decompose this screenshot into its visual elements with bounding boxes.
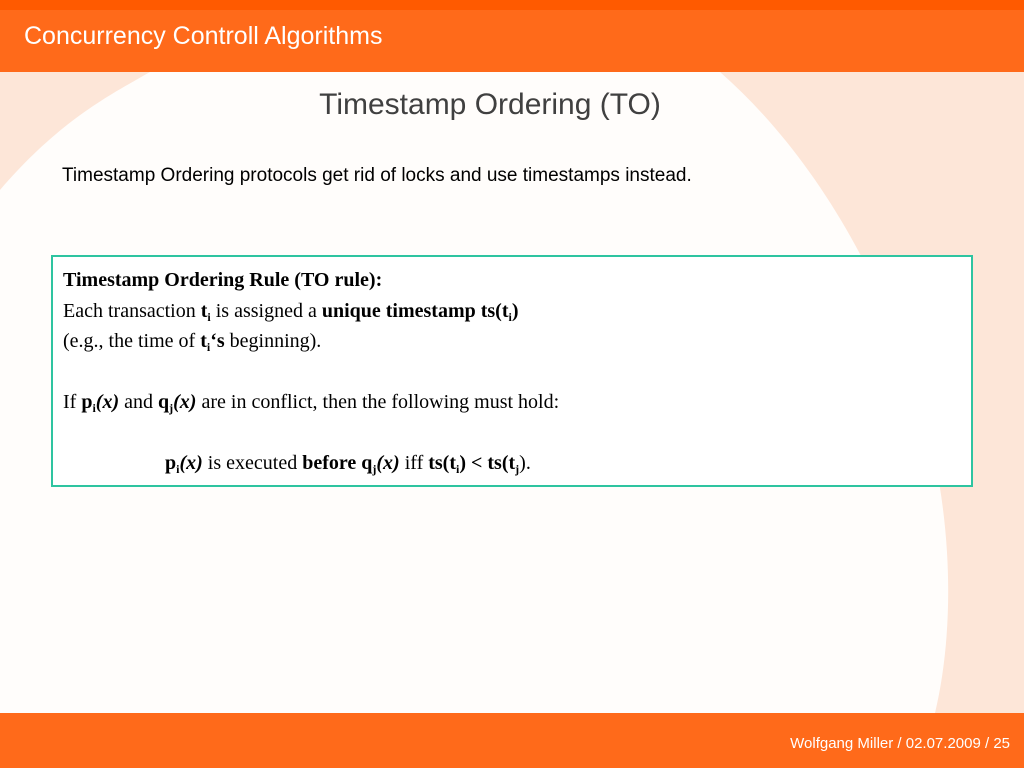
rule-l1-b: is assigned a — [210, 299, 322, 322]
header-stripe — [0, 0, 1024, 10]
rule-line-3 — [63, 387, 961, 418]
rule-l2-b: beginning). — [224, 330, 322, 352]
rule-l3-x1: (x) — [95, 391, 120, 413]
rule-l3-a: If — [63, 391, 82, 413]
rule-l4-mid: is executed — [202, 452, 303, 474]
rule-l4-x1: (x) — [179, 452, 203, 474]
rule-l4-q: q — [356, 452, 373, 474]
rule-l4-qsub: j — [372, 462, 377, 476]
footer-text: Wolfgang Miller / 02.07.2009 / 25 — [790, 735, 1010, 752]
rule-l4-ts2sub: j — [515, 462, 520, 476]
rule-l4-ts1end: ) < ts(t — [459, 452, 516, 474]
rule-box — [51, 255, 973, 487]
rule-l2-bold: ‘s — [210, 330, 225, 352]
rule-l3-p: p — [81, 391, 93, 413]
rule-l4-ts1: ts(t — [428, 452, 456, 474]
rule-l3-q: q — [158, 391, 170, 413]
rule-heading-rest: (TO rule): — [289, 269, 383, 291]
rule-l4-end: ). — [519, 452, 531, 474]
rule-l4-x2: (x) — [376, 452, 400, 474]
rule-l4-ts1sub: i — [456, 462, 460, 476]
rule-l4-iff: iff — [399, 452, 429, 474]
rule-l4-psub: i — [176, 462, 180, 476]
rule-l2-t: t — [200, 330, 207, 352]
rule-l2-sub: i — [206, 340, 211, 354]
rule-spacer-2 — [63, 418, 961, 449]
rule-l1-t: t — [200, 299, 208, 322]
header-title: Concurrency Controll Algorithms — [24, 22, 383, 50]
rule-l4-p: p — [165, 452, 177, 474]
rule-l3-qsub: j — [169, 401, 174, 415]
intro-text: Timestamp Ordering protocols get rid of locks and use timestamps instead. — [62, 165, 692, 186]
rule-heading — [63, 265, 961, 296]
rule-line-4 — [63, 448, 961, 479]
rule-l3-rest: are in conflict, then the following must hold: — [196, 391, 560, 413]
rule-l1-a: Each transaction — [63, 299, 201, 322]
rule-line-2 — [63, 326, 961, 357]
rule-l3-and: and — [119, 391, 159, 413]
rule-l3-psub: i — [92, 401, 96, 415]
rule-line-1 — [63, 296, 961, 327]
rule-l2-a: (e.g., the time of — [63, 330, 201, 352]
rule-spacer — [63, 357, 961, 388]
rule-l3-x2: (x) — [173, 391, 197, 413]
rule-l1-c: ) — [511, 299, 519, 322]
slide-title: Timestamp Ordering (TO) — [319, 88, 661, 121]
rule-l4-before: before — [302, 452, 357, 474]
rule-heading-bold: Timestamp Ordering Rule — [63, 269, 290, 291]
rule-l1-sub: i — [207, 309, 211, 324]
rule-l1-sub2: i — [508, 309, 512, 324]
rule-l1-bold: unique timestamp ts(t — [321, 299, 509, 322]
